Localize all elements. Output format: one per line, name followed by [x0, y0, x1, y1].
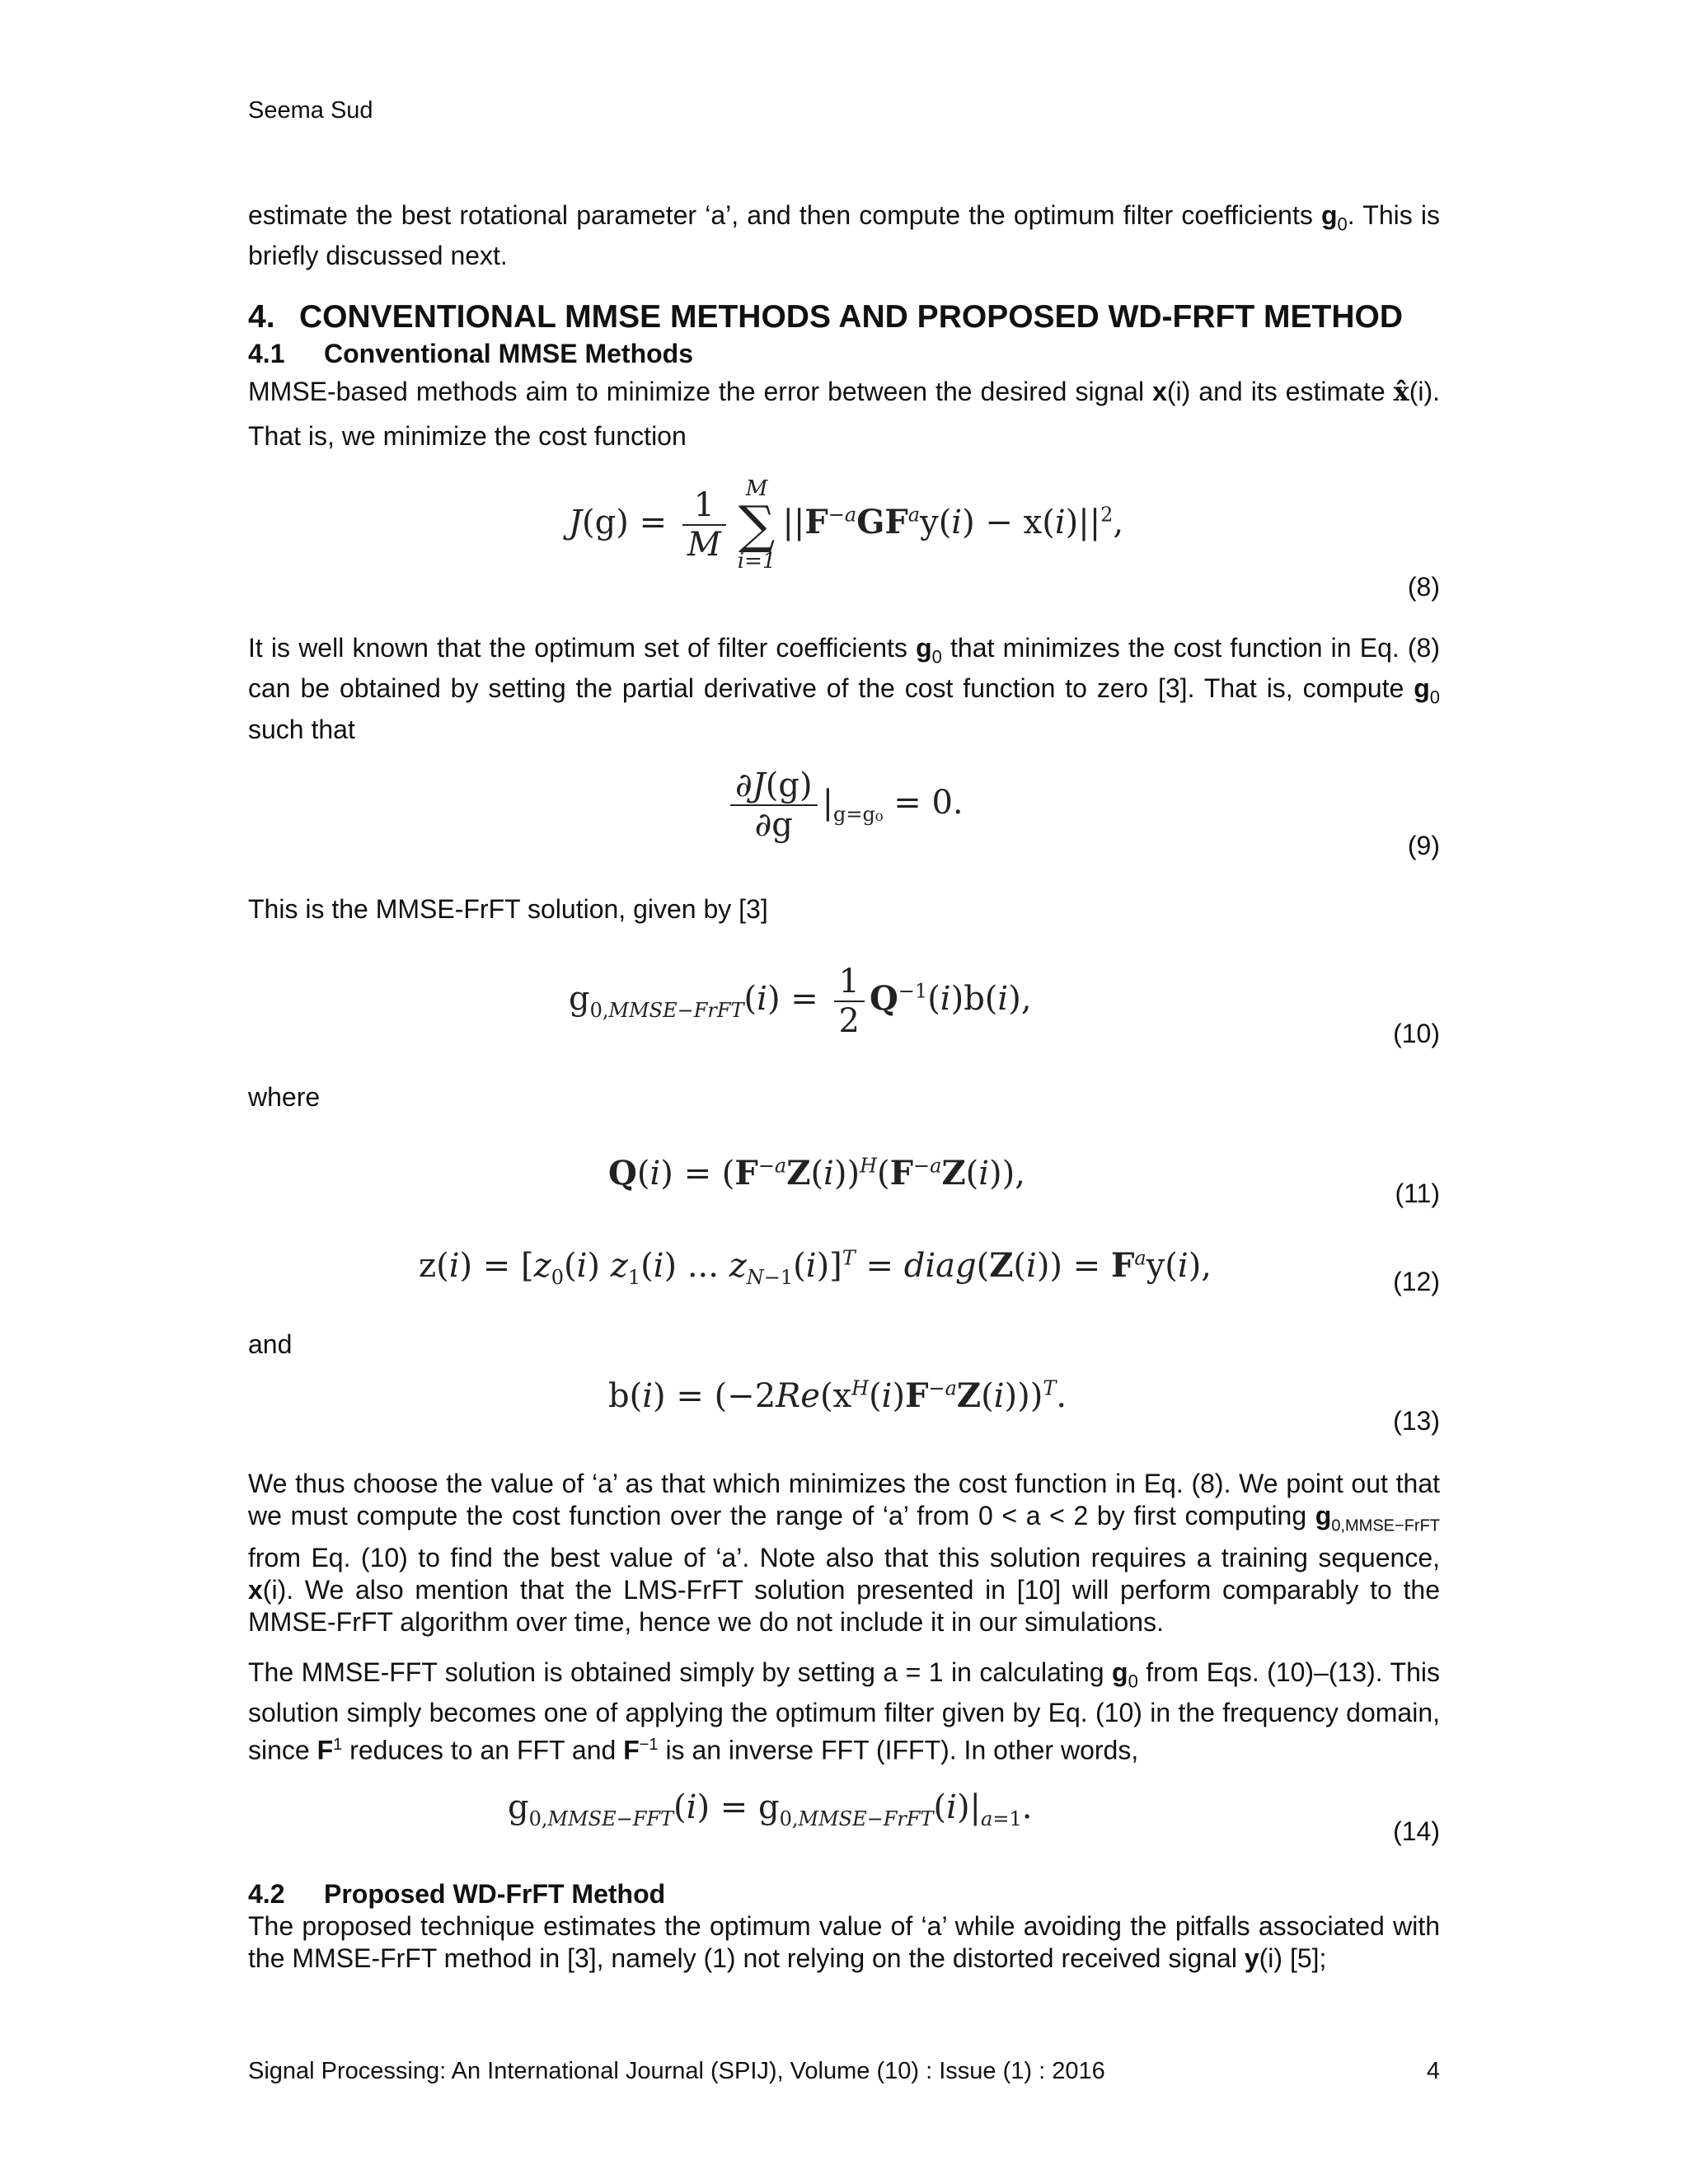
equation-8: J(g) = $\frac{1}{M}$ M ∑ i=1 $||F^{-a}GF^ay(i) - x(i)||^2$,: [569, 476, 1124, 574]
equation-8-number: (8): [1407, 572, 1440, 602]
equation-10: $g_{0,MMSE-FrFT}(i)$ = $\frac{1}{2}$ $Q^{-1}(i)b(i)$,: [569, 963, 1032, 1040]
section-4-1-paragraph-4: We thus choose the value of ‘a’ as that which minimizes the cost function in Eq. (8). We point out that we must compute the cost function over the range of ‘a’ from 0 < a < 2 by first computing $g_{0,MMSE-FrFT}$ from Eq. (10) to find the best value of ‘a’. Note also that this solution requires a training sequence, x(i). We also mention that the LMS-FrFT solution presented in [10] will perform comparably to the MMSE-FrFT algorithm over time, hence we do not include it in our simulations.: [248, 1469, 1440, 1638]
equation-14-number: (14): [1393, 1816, 1440, 1846]
intro-paragraph: estimate the best rotational parameter ‘a’, and then compute the optimum filter coefficients $g_0$. This is briefly discussed next.: [248, 200, 1441, 271]
equation-14: $g_{0,MMSE-FFT}(i) = g_{0,MMSE-FrFT}(i)|_{a=1}$.: [508, 1788, 1033, 1830]
equation-11: $Q(i) = (F^{-a}Z(i))^H(F^{-a}Z(i))$,: [608, 1154, 1025, 1193]
equation-13: $b(i) = (-2Re(x^H(i)F^{-a}Z(i)))^T$.: [608, 1376, 1067, 1415]
equation-11-number: (11): [1395, 1179, 1440, 1208]
section-4-1-paragraph-1: MMSE-based methods aim to minimize the error between the desired signal x(i) and its estimate x̂(i). That is, we minimize the cost function: [248, 376, 1441, 451]
section-4-1-paragraph-2: It is well known that the optimum set of filter coefficients $g_0$ that minimizes the cost function in Eq. (8) can be obtained by setting the partial derivative of the cost function to zero [3]. That is, compute $g_0$ such that: [248, 633, 1441, 744]
journal-footer: Signal Processing: An International Journal (SPIJ), Volume (10) : Issue (1) : 2016: [248, 2058, 1105, 2084]
equation-9: $\frac{\partial J(g)}{\partial g}$ $|_{g=g_0} = 0$.: [725, 766, 964, 844]
running-header-author: Seema Sud: [248, 97, 373, 124]
where-label: where: [248, 1082, 321, 1112]
equation-12: $z(i) = [z_0(i)$ $z_1(i)$ ... $z_{N-1}(i)]^T$ = diag(Z(i)) = $F^ay(i)$,: [419, 1246, 1212, 1289]
section-4-1-paragraph-5: The MMSE-FFT solution is obtained simply by setting a = 1 in calculating $g_0$ from Eqs. (10)–(13). This solution simply becomes one of applying the optimum filter given by Eq. (10) in the frequency domain, since $F^1$ reduces to an FFT and $F^{-1}$ is an inverse FFT (IFFT). In other words,: [248, 1657, 1441, 1766]
and-label: and: [248, 1329, 293, 1359]
equation-12-number: (12): [1393, 1267, 1440, 1296]
equation-13-number: (13): [1393, 1406, 1440, 1436]
section-4-1-paragraph-3: This is the MMSE-FrFT solution, given by [3]: [248, 894, 768, 924]
equation-10-number: (10): [1393, 1019, 1440, 1048]
section-4-heading: 4. CONVENTIONAL MMSE METHODS AND PROPOSED WD-FRFT METHOD: [248, 299, 1403, 335]
equation-9-number: (9): [1407, 831, 1440, 860]
section-4-2-heading: 4.2 Proposed WD-FrFT Method: [248, 1879, 666, 1909]
section-4-2-paragraph-1: The proposed technique estimates the optimum value of ‘a’ while avoiding the pitfalls associated with the MMSE-FrFT method in [3], namely (1) not relying on the distorted received signal y(i) [5];: [248, 1911, 1440, 1973]
section-4-1-heading: 4.1 Conventional MMSE Methods: [248, 339, 693, 368]
page-number: 4: [1426, 2058, 1440, 2084]
